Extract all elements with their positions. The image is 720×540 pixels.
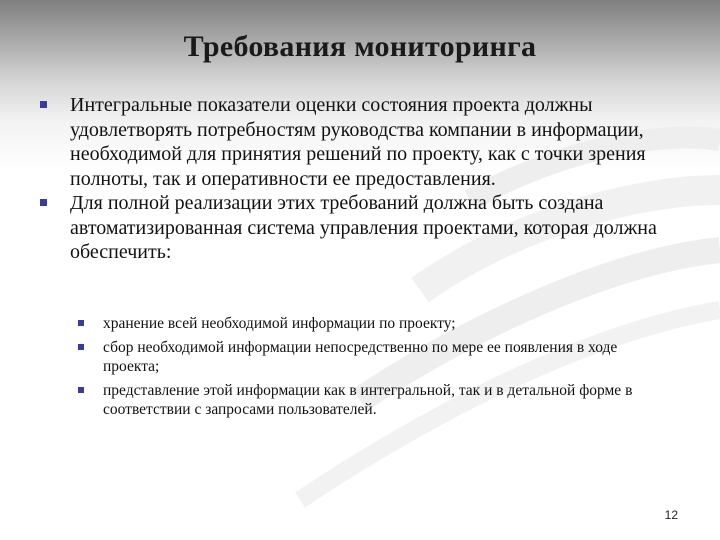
sub-bullet-item: [78, 381, 638, 419]
bullet-text: Для полной реализации этих требований должна быть создана автоматизированная система управления проектами, которая должна обеспечить:: [70, 192, 657, 263]
bullet-item: [40, 93, 690, 191]
square-bullet-icon: [40, 199, 47, 206]
square-bullet-icon: [40, 101, 47, 108]
sub-bullet-text: представление этой информации как в интегральной, так и в детальной форме в соответствии с запросами пользователей.: [103, 382, 633, 418]
sub-bullet-text: сбор необходимой информации непосредственно по мере ее появления в ходе проекта;: [103, 339, 618, 375]
bullet-text: Интегральные показатели оценки состояния проекта должны удовлетворять потребностям руководства компании в информации, необходимой для принятия решений по проекту, как с точки зрения полноты, так и оперативности ее предоставления.: [70, 94, 646, 190]
page-number: 12: [664, 508, 678, 522]
square-bullet-icon: [78, 387, 84, 393]
sub-bullet-item: [78, 314, 638, 333]
square-bullet-icon: [78, 320, 84, 326]
sub-bullet-list: [78, 314, 638, 424]
sub-bullet-text: хранение всей необходимой информации по проекту;: [103, 315, 456, 332]
slide-title: Требования мониторинга: [183, 30, 537, 63]
bullet-list: [40, 93, 690, 265]
square-bullet-icon: [78, 344, 84, 350]
bullet-item: [40, 191, 690, 265]
sub-bullet-item: [78, 338, 638, 376]
